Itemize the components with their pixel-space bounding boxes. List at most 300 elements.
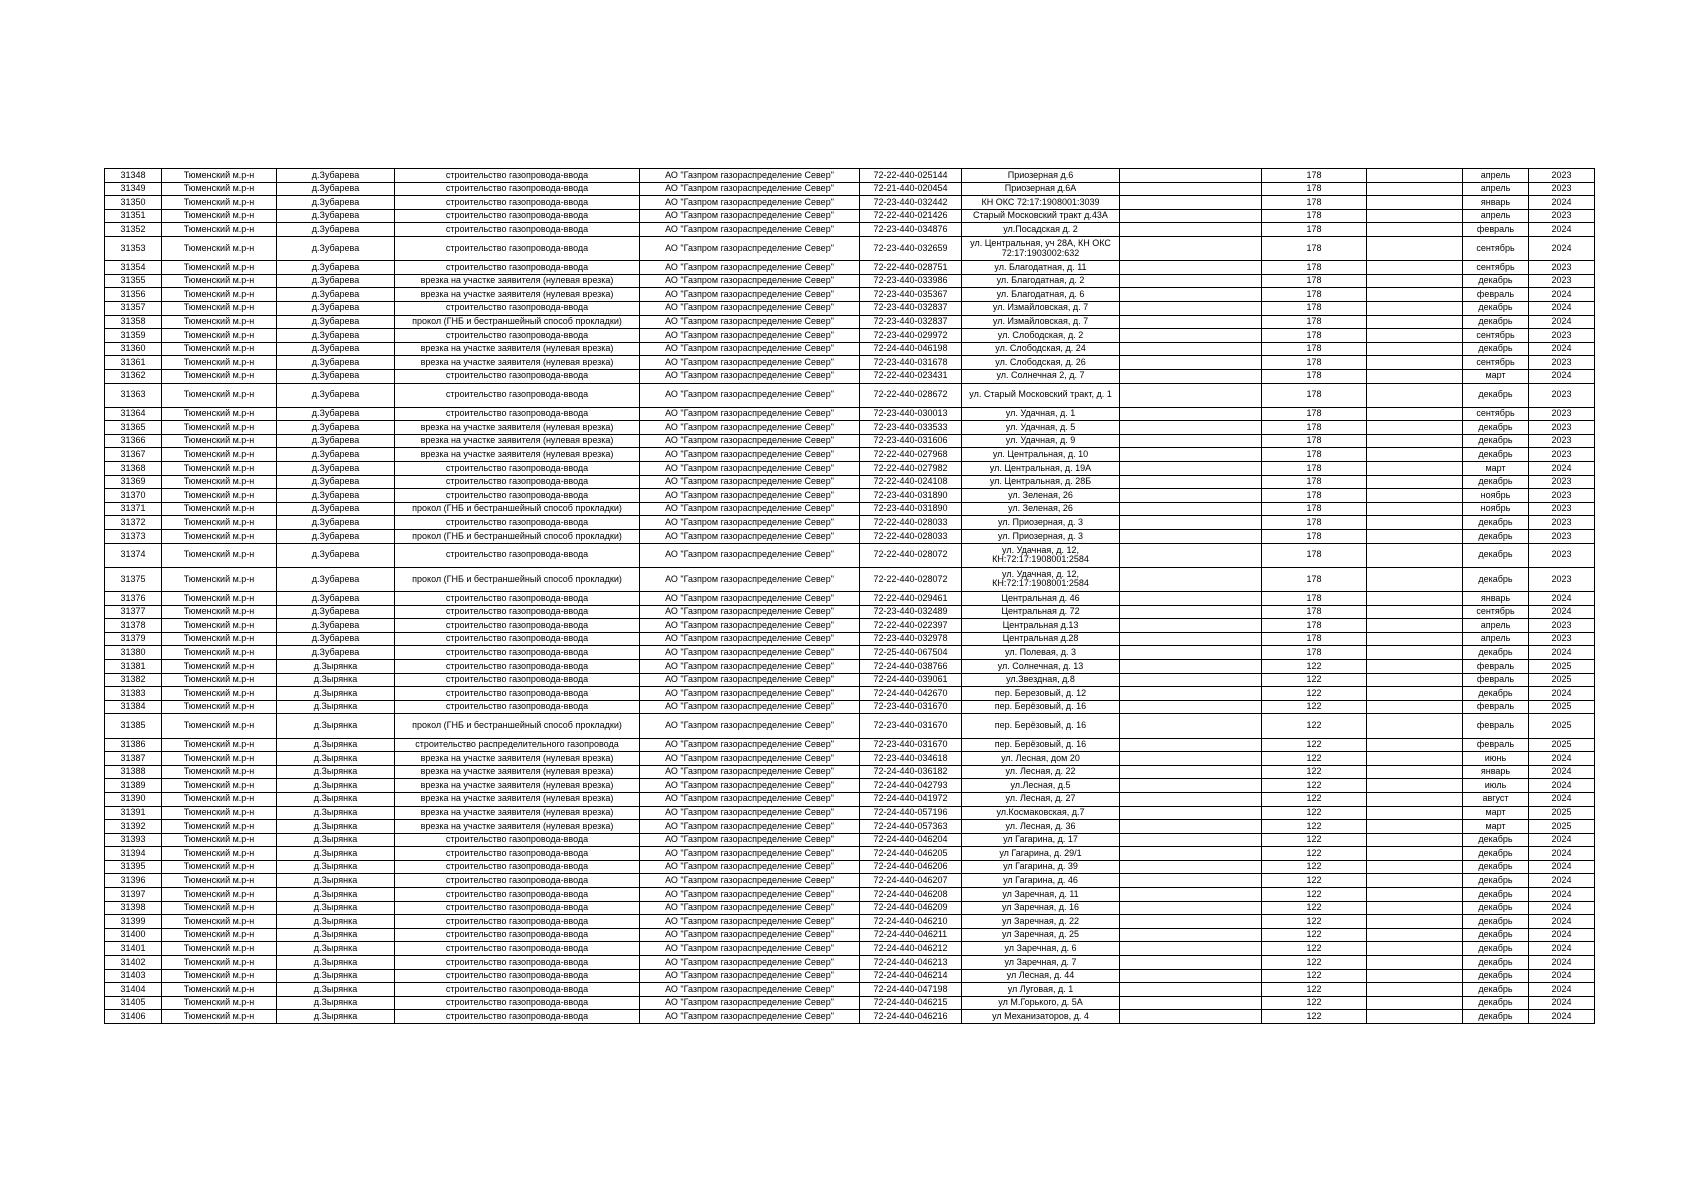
application-number-cell: 72-24-440-038766 xyxy=(860,659,962,673)
year-cell: 2024 xyxy=(1529,687,1595,701)
row-number-cell: 31384 xyxy=(105,700,162,714)
empty-cell xyxy=(1120,315,1262,329)
settlement-cell: д.Зырянка xyxy=(277,738,395,752)
row-number-cell: 31353 xyxy=(105,236,162,260)
empty-cell xyxy=(1120,687,1262,701)
table-row xyxy=(105,530,1595,544)
application-number-cell: 72-24-440-046215 xyxy=(860,996,962,1010)
row-number-cell: 31392 xyxy=(105,820,162,834)
settlement-cell: д.Зубарева xyxy=(277,502,395,516)
table-row xyxy=(105,779,1595,793)
year-cell: 2024 xyxy=(1529,592,1595,606)
empty-cell xyxy=(1120,516,1262,530)
application-number-cell: 72-24-440-047198 xyxy=(860,983,962,997)
code-cell: 122 xyxy=(1262,792,1367,806)
organization-cell: АО "Газпром газораспределение Север" xyxy=(640,369,860,383)
application-number-cell: 72-24-440-046208 xyxy=(860,888,962,902)
district-cell: Тюменский м.р-н xyxy=(162,779,277,793)
organization-cell: АО "Газпром газораспределение Север" xyxy=(640,632,860,646)
empty-cell xyxy=(1120,182,1262,196)
settlement-cell: д.Зубарева xyxy=(277,369,395,383)
empty-cell xyxy=(1367,646,1463,660)
organization-cell: АО "Газпром газораспределение Север" xyxy=(640,407,860,421)
settlement-cell: д.Зубарева xyxy=(277,182,395,196)
settlement-cell: д.Зубарева xyxy=(277,288,395,302)
work-type-cell: строительство газопровода-ввода xyxy=(395,942,640,956)
month-cell: декабрь xyxy=(1463,687,1529,701)
row-number-cell: 31356 xyxy=(105,288,162,302)
table-row xyxy=(105,983,1595,997)
row-number-cell: 31349 xyxy=(105,182,162,196)
organization-cell: АО "Газпром газораспределение Север" xyxy=(640,301,860,315)
address-cell: ул.Лесная, д.5 xyxy=(962,779,1120,793)
district-cell: Тюменский м.р-н xyxy=(162,605,277,619)
address-cell: пер. Берёзовый, д. 16 xyxy=(962,738,1120,752)
application-number-cell: 72-22-440-024108 xyxy=(860,475,962,489)
district-cell: Тюменский м.р-н xyxy=(162,342,277,356)
application-number-cell: 72-24-440-046214 xyxy=(860,969,962,983)
row-number-cell: 31389 xyxy=(105,779,162,793)
code-cell: 122 xyxy=(1262,700,1367,714)
district-cell: Тюменский м.р-н xyxy=(162,383,277,407)
empty-cell xyxy=(1367,567,1463,591)
row-number-cell: 31378 xyxy=(105,619,162,633)
application-number-cell: 72-23-440-034876 xyxy=(860,223,962,237)
table-row xyxy=(105,659,1595,673)
organization-cell: АО "Газпром газораспределение Север" xyxy=(640,489,860,503)
settlement-cell: д.Зырянка xyxy=(277,833,395,847)
month-cell: июнь xyxy=(1463,752,1529,766)
settlement-cell: д.Зубарева xyxy=(277,543,395,567)
empty-cell xyxy=(1120,632,1262,646)
settlement-cell: д.Зырянка xyxy=(277,996,395,1010)
year-cell: 2024 xyxy=(1529,462,1595,476)
empty-cell xyxy=(1367,516,1463,530)
settlement-cell: д.Зубарева xyxy=(277,196,395,210)
organization-cell: АО "Газпром газораспределение Север" xyxy=(640,969,860,983)
row-number-cell: 31398 xyxy=(105,901,162,915)
month-cell: февраль xyxy=(1463,659,1529,673)
address-cell: ул М.Горького, д. 5А xyxy=(962,996,1120,1010)
address-cell: ул. Центральная, д. 10 xyxy=(962,448,1120,462)
month-cell: январь xyxy=(1463,592,1529,606)
table-row xyxy=(105,502,1595,516)
application-number-cell: 72-23-440-029972 xyxy=(860,329,962,343)
row-number-cell: 31352 xyxy=(105,223,162,237)
district-cell: Тюменский м.р-н xyxy=(162,543,277,567)
year-cell: 2023 xyxy=(1529,274,1595,288)
district-cell: Тюменский м.р-н xyxy=(162,407,277,421)
table-body xyxy=(105,169,1595,1024)
application-number-cell: 72-23-440-033986 xyxy=(860,274,962,288)
empty-cell xyxy=(1120,619,1262,633)
organization-cell: АО "Газпром газораспределение Север" xyxy=(640,196,860,210)
empty-cell xyxy=(1120,383,1262,407)
table-row xyxy=(105,942,1595,956)
empty-cell xyxy=(1120,874,1262,888)
application-number-cell: 72-23-440-031678 xyxy=(860,356,962,370)
work-type-cell: строительство газопровода-ввода xyxy=(395,592,640,606)
month-cell: декабрь xyxy=(1463,475,1529,489)
month-cell: декабрь xyxy=(1463,421,1529,435)
code-cell: 122 xyxy=(1262,1010,1367,1024)
year-cell: 2025 xyxy=(1529,806,1595,820)
code-cell: 122 xyxy=(1262,673,1367,687)
table-row xyxy=(105,646,1595,660)
month-cell: декабрь xyxy=(1463,434,1529,448)
district-cell: Тюменский м.р-н xyxy=(162,820,277,834)
table-row xyxy=(105,969,1595,983)
row-number-cell: 31354 xyxy=(105,261,162,275)
row-number-cell: 31404 xyxy=(105,983,162,997)
application-number-cell: 72-22-440-028072 xyxy=(860,567,962,591)
month-cell: декабрь xyxy=(1463,983,1529,997)
year-cell: 2024 xyxy=(1529,792,1595,806)
district-cell: Тюменский м.р-н xyxy=(162,928,277,942)
month-cell: апрель xyxy=(1463,632,1529,646)
district-cell: Тюменский м.р-н xyxy=(162,209,277,223)
month-cell: декабрь xyxy=(1463,646,1529,660)
month-cell: апрель xyxy=(1463,209,1529,223)
work-type-cell: строительство газопровода-ввода xyxy=(395,516,640,530)
table-row xyxy=(105,383,1595,407)
settlement-cell: д.Зубарева xyxy=(277,530,395,544)
address-cell: ул. Удачная, д. 12, КН:72:17:1908001:2584 xyxy=(962,543,1120,567)
row-number-cell: 31364 xyxy=(105,407,162,421)
table-row xyxy=(105,714,1595,738)
settlement-cell: д.Зырянка xyxy=(277,942,395,956)
organization-cell: АО "Газпром газораспределение Север" xyxy=(640,646,860,660)
empty-cell xyxy=(1367,223,1463,237)
district-cell: Тюменский м.р-н xyxy=(162,182,277,196)
row-number-cell: 31393 xyxy=(105,833,162,847)
settlement-cell: д.Зырянка xyxy=(277,847,395,861)
address-cell: ул Заречная, д. 7 xyxy=(962,956,1120,970)
settlement-cell: д.Зубарева xyxy=(277,462,395,476)
empty-cell xyxy=(1120,502,1262,516)
year-cell: 2024 xyxy=(1529,765,1595,779)
settlement-cell: д.Зырянка xyxy=(277,820,395,834)
empty-cell xyxy=(1120,592,1262,606)
work-type-cell: прокол (ГНБ и бестраншейный способ прокладки) xyxy=(395,530,640,544)
organization-cell: АО "Газпром газораспределение Север" xyxy=(640,356,860,370)
district-cell: Тюменский м.р-н xyxy=(162,687,277,701)
address-cell: ул. Лесная, д. 27 xyxy=(962,792,1120,806)
table-row xyxy=(105,209,1595,223)
work-type-cell: строительство газопровода-ввода xyxy=(395,687,640,701)
application-number-cell: 72-23-440-031670 xyxy=(860,738,962,752)
district-cell: Тюменский м.р-н xyxy=(162,421,277,435)
empty-cell xyxy=(1120,860,1262,874)
row-number-cell: 31371 xyxy=(105,502,162,516)
table-row xyxy=(105,765,1595,779)
application-number-cell: 72-22-440-028751 xyxy=(860,261,962,275)
year-cell: 2024 xyxy=(1529,928,1595,942)
settlement-cell: д.Зубарева xyxy=(277,274,395,288)
settlement-cell: д.Зырянка xyxy=(277,860,395,874)
organization-cell: АО "Газпром газораспределение Север" xyxy=(640,779,860,793)
year-cell: 2023 xyxy=(1529,530,1595,544)
settlement-cell: д.Зубарева xyxy=(277,383,395,407)
row-number-cell: 31377 xyxy=(105,605,162,619)
year-cell: 2023 xyxy=(1529,619,1595,633)
row-number-cell: 31397 xyxy=(105,888,162,902)
organization-cell: АО "Газпром газораспределение Север" xyxy=(640,209,860,223)
district-cell: Тюменский м.р-н xyxy=(162,673,277,687)
address-cell: ул. Благодатная, д. 11 xyxy=(962,261,1120,275)
empty-cell xyxy=(1367,860,1463,874)
row-number-cell: 31391 xyxy=(105,806,162,820)
work-type-cell: прокол (ГНБ и бестраншейный способ прокладки) xyxy=(395,567,640,591)
row-number-cell: 31360 xyxy=(105,342,162,356)
settlement-cell: д.Зубарева xyxy=(277,407,395,421)
row-number-cell: 31381 xyxy=(105,659,162,673)
empty-cell xyxy=(1367,765,1463,779)
table-row xyxy=(105,369,1595,383)
empty-cell xyxy=(1367,182,1463,196)
district-cell: Тюменский м.р-н xyxy=(162,738,277,752)
district-cell: Тюменский м.р-н xyxy=(162,847,277,861)
month-cell: декабрь xyxy=(1463,888,1529,902)
table-row xyxy=(105,274,1595,288)
application-number-cell: 72-22-440-022397 xyxy=(860,619,962,633)
year-cell: 2023 xyxy=(1529,329,1595,343)
organization-cell: АО "Газпром газораспределение Север" xyxy=(640,928,860,942)
application-number-cell: 72-23-440-033533 xyxy=(860,421,962,435)
table-row xyxy=(105,342,1595,356)
organization-cell: АО "Газпром газораспределение Север" xyxy=(640,592,860,606)
row-number-cell: 31379 xyxy=(105,632,162,646)
organization-cell: АО "Газпром газораспределение Север" xyxy=(640,956,860,970)
row-number-cell: 31400 xyxy=(105,928,162,942)
address-cell: ул. Зеленая, 26 xyxy=(962,489,1120,503)
empty-cell xyxy=(1120,567,1262,591)
work-type-cell: строительство газопровода-ввода xyxy=(395,261,640,275)
code-cell: 122 xyxy=(1262,860,1367,874)
application-number-cell: 72-24-440-046206 xyxy=(860,860,962,874)
organization-cell: АО "Газпром газораспределение Север" xyxy=(640,714,860,738)
address-cell: ул. Центральная, д. 28Б xyxy=(962,475,1120,489)
settlement-cell: д.Зырянка xyxy=(277,928,395,942)
settlement-cell: д.Зубарева xyxy=(277,315,395,329)
month-cell: декабрь xyxy=(1463,833,1529,847)
settlement-cell: д.Зубарева xyxy=(277,434,395,448)
empty-cell xyxy=(1120,779,1262,793)
empty-cell xyxy=(1367,833,1463,847)
row-number-cell: 31361 xyxy=(105,356,162,370)
organization-cell: АО "Газпром газораспределение Север" xyxy=(640,288,860,302)
month-cell: декабрь xyxy=(1463,860,1529,874)
table-row xyxy=(105,301,1595,315)
month-cell: декабрь xyxy=(1463,956,1529,970)
district-cell: Тюменский м.р-н xyxy=(162,288,277,302)
month-cell: февраль xyxy=(1463,700,1529,714)
district-cell: Тюменский м.р-н xyxy=(162,888,277,902)
table-row xyxy=(105,996,1595,1010)
settlement-cell: д.Зырянка xyxy=(277,874,395,888)
address-cell: Старый Московский тракт д.43А xyxy=(962,209,1120,223)
application-number-cell: 72-22-440-028033 xyxy=(860,516,962,530)
organization-cell: АО "Газпром газораспределение Север" xyxy=(640,619,860,633)
row-number-cell: 31390 xyxy=(105,792,162,806)
code-cell: 122 xyxy=(1262,874,1367,888)
application-number-cell: 72-24-440-046209 xyxy=(860,901,962,915)
application-number-cell: 72-24-440-046198 xyxy=(860,342,962,356)
settlement-cell: д.Зырянка xyxy=(277,969,395,983)
organization-cell: АО "Газпром газораспределение Север" xyxy=(640,516,860,530)
code-cell: 122 xyxy=(1262,983,1367,997)
table-row xyxy=(105,236,1595,260)
code-cell: 122 xyxy=(1262,659,1367,673)
empty-cell xyxy=(1367,1010,1463,1024)
district-cell: Тюменский м.р-н xyxy=(162,956,277,970)
empty-cell xyxy=(1120,274,1262,288)
empty-cell xyxy=(1367,983,1463,997)
organization-cell: АО "Газпром газораспределение Север" xyxy=(640,236,860,260)
year-cell: 2024 xyxy=(1529,915,1595,929)
empty-cell xyxy=(1367,592,1463,606)
settlement-cell: д.Зырянка xyxy=(277,659,395,673)
settlement-cell: д.Зырянка xyxy=(277,983,395,997)
application-number-cell: 72-22-440-029461 xyxy=(860,592,962,606)
application-number-cell: 72-23-440-032837 xyxy=(860,301,962,315)
district-cell: Тюменский м.р-н xyxy=(162,646,277,660)
year-cell: 2024 xyxy=(1529,288,1595,302)
work-type-cell: строительство газопровода-ввода xyxy=(395,874,640,888)
month-cell: апрель xyxy=(1463,182,1529,196)
table-row xyxy=(105,833,1595,847)
work-type-cell: строительство газопровода-ввода xyxy=(395,301,640,315)
work-type-cell: строительство газопровода-ввода xyxy=(395,475,640,489)
address-cell: ул.Космаковская, д.7 xyxy=(962,806,1120,820)
settlement-cell: д.Зубарева xyxy=(277,448,395,462)
settlement-cell: д.Зырянка xyxy=(277,956,395,970)
empty-cell xyxy=(1120,605,1262,619)
empty-cell xyxy=(1120,983,1262,997)
empty-cell xyxy=(1120,223,1262,237)
row-number-cell: 31394 xyxy=(105,847,162,861)
district-cell: Тюменский м.р-н xyxy=(162,619,277,633)
table-row xyxy=(105,752,1595,766)
district-cell: Тюменский м.р-н xyxy=(162,315,277,329)
month-cell: декабрь xyxy=(1463,1010,1529,1024)
district-cell: Тюменский м.р-н xyxy=(162,860,277,874)
row-number-cell: 31383 xyxy=(105,687,162,701)
empty-cell xyxy=(1120,996,1262,1010)
year-cell: 2024 xyxy=(1529,847,1595,861)
settlement-cell: д.Зубарева xyxy=(277,329,395,343)
settlement-cell: д.Зырянка xyxy=(277,792,395,806)
application-number-cell: 72-23-440-031606 xyxy=(860,434,962,448)
address-cell: ул Механизаторов, д. 4 xyxy=(962,1010,1120,1024)
table-row xyxy=(105,901,1595,915)
organization-cell: АО "Газпром газораспределение Север" xyxy=(640,342,860,356)
district-cell: Тюменский м.р-н xyxy=(162,301,277,315)
empty-cell xyxy=(1367,315,1463,329)
address-cell: ул. Лесная, д. 36 xyxy=(962,820,1120,834)
year-cell: 2024 xyxy=(1529,833,1595,847)
address-cell: ул Заречная, д. 25 xyxy=(962,928,1120,942)
empty-cell xyxy=(1120,956,1262,970)
row-number-cell: 31399 xyxy=(105,915,162,929)
empty-cell xyxy=(1120,261,1262,275)
district-cell: Тюменский м.р-н xyxy=(162,700,277,714)
work-type-cell: строительство газопровода-ввода xyxy=(395,659,640,673)
code-cell: 178 xyxy=(1262,434,1367,448)
year-cell: 2023 xyxy=(1529,209,1595,223)
settlement-cell: д.Зубарева xyxy=(277,421,395,435)
year-cell: 2025 xyxy=(1529,659,1595,673)
application-number-cell: 72-23-440-031890 xyxy=(860,489,962,503)
connections-table xyxy=(104,168,1595,1024)
work-type-cell: строительство газопровода-ввода xyxy=(395,632,640,646)
row-number-cell: 31350 xyxy=(105,196,162,210)
district-cell: Тюменский м.р-н xyxy=(162,752,277,766)
empty-cell xyxy=(1120,646,1262,660)
empty-cell xyxy=(1367,209,1463,223)
application-number-cell: 72-22-440-028672 xyxy=(860,383,962,407)
application-number-cell: 72-24-440-039061 xyxy=(860,673,962,687)
year-cell: 2023 xyxy=(1529,516,1595,530)
work-type-cell: строительство газопровода-ввода xyxy=(395,833,640,847)
empty-cell xyxy=(1367,996,1463,1010)
empty-cell xyxy=(1120,901,1262,915)
empty-cell xyxy=(1367,342,1463,356)
code-cell: 122 xyxy=(1262,765,1367,779)
empty-cell xyxy=(1367,462,1463,476)
work-type-cell: строительство газопровода-ввода xyxy=(395,209,640,223)
work-type-cell: строительство газопровода-ввода xyxy=(395,369,640,383)
settlement-cell: д.Зырянка xyxy=(277,765,395,779)
settlement-cell: д.Зубарева xyxy=(277,342,395,356)
code-cell: 178 xyxy=(1262,567,1367,591)
empty-cell xyxy=(1367,407,1463,421)
year-cell: 2024 xyxy=(1529,369,1595,383)
empty-cell xyxy=(1120,288,1262,302)
code-cell: 122 xyxy=(1262,833,1367,847)
year-cell: 2023 xyxy=(1529,434,1595,448)
address-cell: Центральная д. 46 xyxy=(962,592,1120,606)
table-row xyxy=(105,475,1595,489)
row-number-cell: 31374 xyxy=(105,543,162,567)
organization-cell: АО "Газпром газораспределение Север" xyxy=(640,502,860,516)
empty-cell xyxy=(1367,632,1463,646)
district-cell: Тюменский м.р-н xyxy=(162,806,277,820)
settlement-cell: д.Зырянка xyxy=(277,752,395,766)
empty-cell xyxy=(1367,261,1463,275)
empty-cell xyxy=(1367,792,1463,806)
month-cell: декабрь xyxy=(1463,301,1529,315)
application-number-cell: 72-22-440-023431 xyxy=(860,369,962,383)
district-cell: Тюменский м.р-н xyxy=(162,1010,277,1024)
empty-cell xyxy=(1367,847,1463,861)
year-cell: 2024 xyxy=(1529,969,1595,983)
organization-cell: АО "Газпром газораспределение Север" xyxy=(640,833,860,847)
month-cell: декабрь xyxy=(1463,942,1529,956)
empty-cell xyxy=(1367,196,1463,210)
year-cell: 2023 xyxy=(1529,261,1595,275)
organization-cell: АО "Газпром газораспределение Север" xyxy=(640,765,860,779)
district-cell: Тюменский м.р-н xyxy=(162,530,277,544)
application-number-cell: 72-23-440-032659 xyxy=(860,236,962,260)
application-number-cell: 72-22-440-028033 xyxy=(860,530,962,544)
address-cell: ул. Слободская, д. 24 xyxy=(962,342,1120,356)
settlement-cell: д.Зырянка xyxy=(277,673,395,687)
address-cell: ул Заречная, д. 6 xyxy=(962,942,1120,956)
code-cell: 178 xyxy=(1262,182,1367,196)
organization-cell: АО "Газпром газораспределение Север" xyxy=(640,792,860,806)
month-cell: февраль xyxy=(1463,223,1529,237)
